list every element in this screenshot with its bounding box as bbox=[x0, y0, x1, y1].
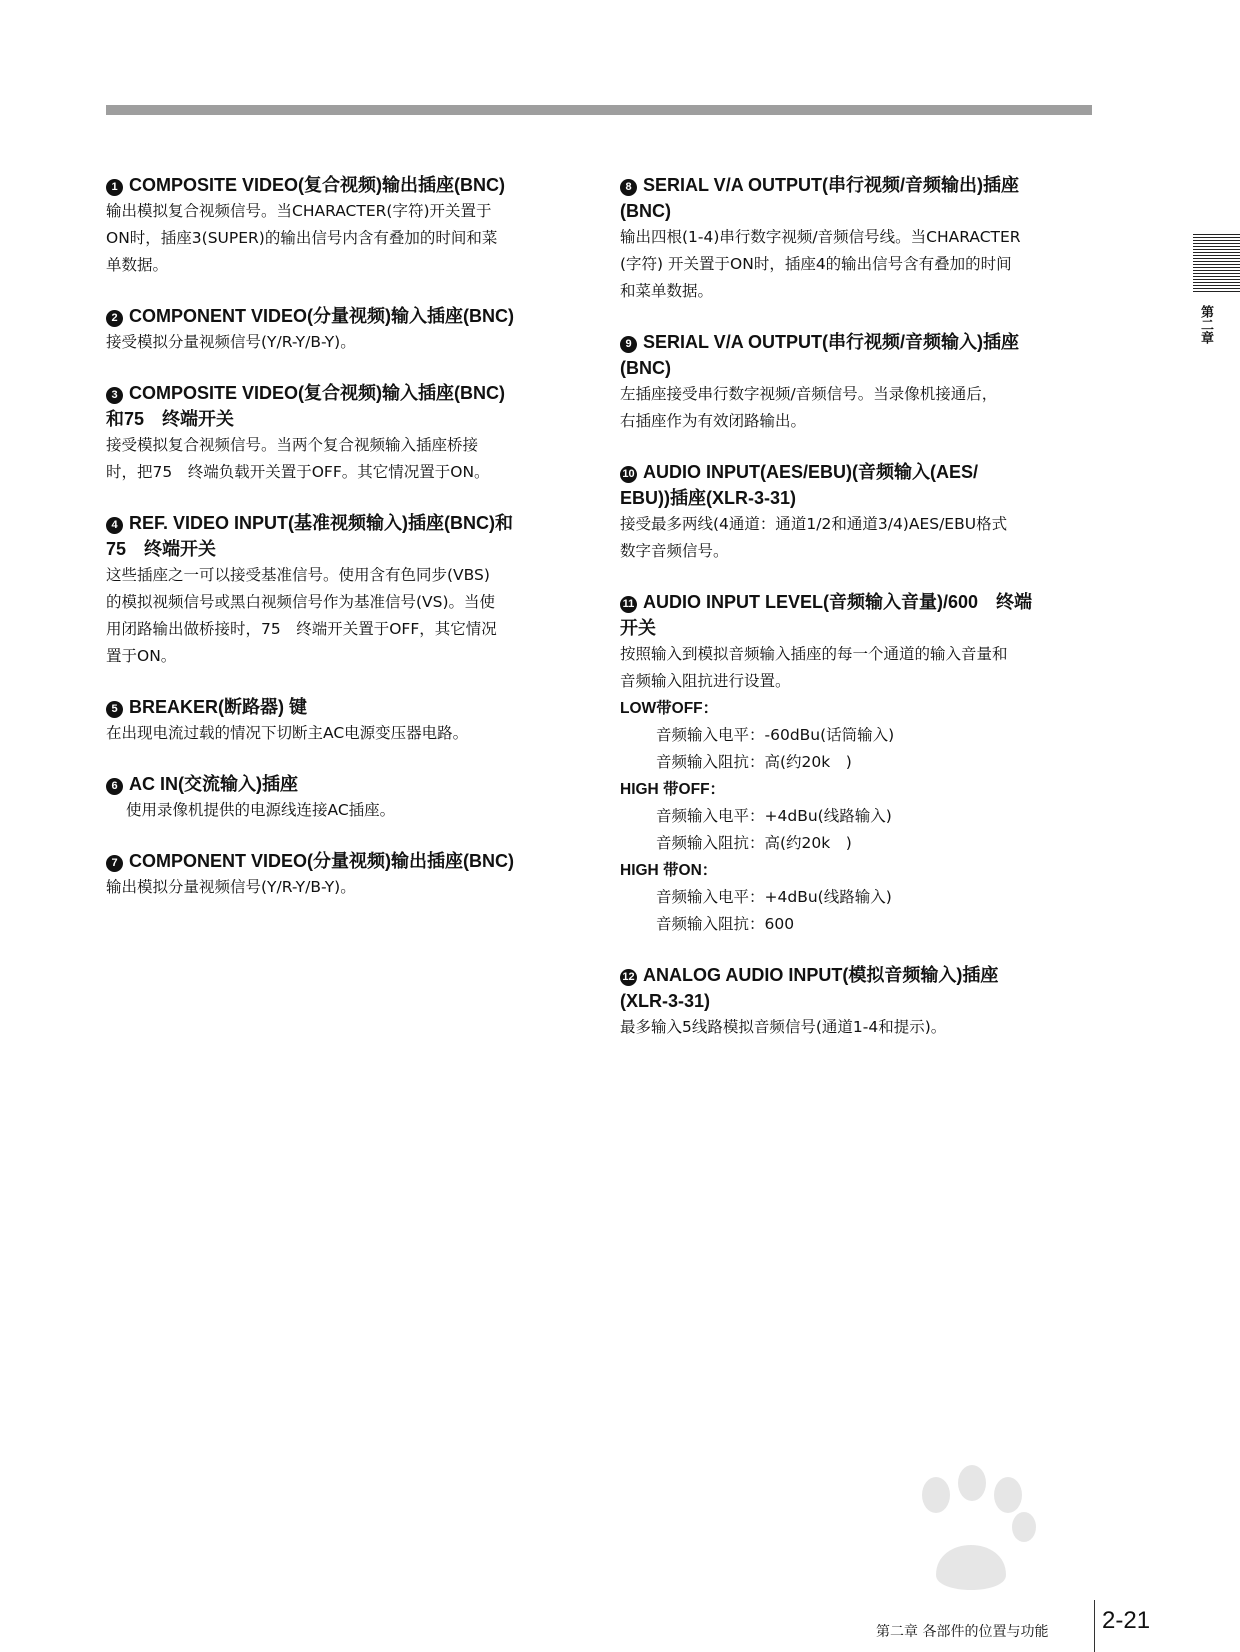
number-badge: 10 bbox=[620, 466, 637, 483]
entry-desc-line: 左插座接受串行数字视频/音频信号。当录像机接通后， bbox=[620, 385, 998, 403]
entry-desc-line: 这些插座之一可以接受基准信号。使用含有色同步(VBS) bbox=[106, 566, 490, 584]
entry-title: 12 ANALOG AUDIO INPUT(模拟音频输入)插座 bbox=[620, 962, 1095, 988]
entry-desc-line: 和菜单数据。 bbox=[620, 282, 714, 300]
entry-title: 8 SERIAL V/A OUTPUT(串行视频/音频输出)插座 bbox=[620, 172, 1095, 198]
entry-title: 2 COMPONENT VIDEO(分量视频)输入插座(BNC) bbox=[106, 303, 581, 329]
entry-desc-line: 数字音频信号。 bbox=[620, 542, 729, 560]
number-badge: 9 bbox=[620, 336, 637, 353]
entry-title-cont: (BNC) bbox=[620, 358, 671, 378]
entry-12 bbox=[620, 962, 1095, 1041]
entry-title-cont: (XLR-3-31) bbox=[620, 991, 711, 1011]
entry-desc-line: (字符) 开关置于ON时，插座4的输出信号含有叠加的时间 bbox=[620, 255, 1012, 273]
chapter-tab-label: 第二章 bbox=[1198, 305, 1213, 344]
entry-3 bbox=[106, 380, 581, 486]
number-badge: 2 bbox=[106, 310, 123, 327]
entry-desc-line: 用闭路输出做桥接时，75 终端开关置于OFF，其它情况 bbox=[106, 620, 497, 638]
entry-8 bbox=[620, 172, 1095, 305]
entry-title: 9 SERIAL V/A OUTPUT(串行视频/音频输入)插座 bbox=[620, 329, 1095, 355]
setting-line: 音频输入阻抗：高(约20k ) bbox=[656, 753, 852, 771]
entry-2 bbox=[106, 303, 581, 356]
setting-label: HIGH 带ON： bbox=[620, 862, 718, 879]
entry-title: 3 COMPOSITE VIDEO(复合视频)输入插座(BNC) bbox=[106, 380, 581, 406]
number-badge: 1 bbox=[106, 179, 123, 196]
entry-title: 11 AUDIO INPUT LEVEL(音频输入音量)/600 终端 bbox=[620, 589, 1095, 615]
entry-4 bbox=[106, 510, 581, 670]
chapter-tab-stripes bbox=[1193, 234, 1240, 292]
entry-desc-line: 单数据。 bbox=[106, 256, 169, 274]
entry-title: 4 REF. VIDEO INPUT(基准视频输入)插座(BNC)和 bbox=[106, 510, 581, 536]
entry-title-cont: 开关 bbox=[620, 618, 656, 638]
number-badge: 4 bbox=[106, 517, 123, 534]
entry-title: 5 BREAKER(断路器) 键 bbox=[106, 694, 581, 720]
entry-desc-line: 接受模拟分量视频信号(Y/R-Y/B-Y)。 bbox=[106, 333, 356, 351]
entry-desc-line: 接受最多两线(4通道：通道1/2和通道3/4)AES/EBU格式 bbox=[620, 515, 1008, 533]
number-badge: 11 bbox=[620, 596, 637, 613]
entry-title: 1 COMPOSITE VIDEO(复合视频)输出插座(BNC) bbox=[106, 172, 581, 198]
entry-5 bbox=[106, 694, 581, 747]
entry-title: 7 COMPONENT VIDEO(分量视频)输出插座(BNC) bbox=[106, 848, 581, 874]
entry-desc-line: 的模拟视频信号或黑白视频信号作为基准信号(VS)。当使 bbox=[106, 593, 496, 611]
entry-title-cont: 75 终端开关 bbox=[106, 539, 217, 559]
entry-desc-line: 最多输入5线路模拟音频信号(通道1-4和提示)。 bbox=[620, 1018, 947, 1036]
entry-desc-line: 输出四根(1-4)串行数字视频/音频信号线。当CHARACTER bbox=[620, 228, 1021, 246]
entry-desc-line: 置于ON。 bbox=[106, 647, 177, 665]
entry-9 bbox=[620, 329, 1095, 435]
entry-title: 6 AC IN(交流输入)插座 bbox=[106, 771, 581, 797]
entry-11 bbox=[620, 589, 1095, 938]
setting-line: 音频输入电平：-60dBu(话筒输入) bbox=[656, 726, 895, 744]
entry-title-cont: 和75 终端开关 bbox=[106, 409, 235, 429]
left-column bbox=[106, 172, 581, 925]
entry-desc-line: 按照输入到模拟音频输入插座的每一个通道的输入音量和 bbox=[620, 645, 1008, 663]
setting-line: 音频输入电平：+4dBu(线路输入) bbox=[656, 807, 892, 825]
right-column bbox=[620, 172, 1095, 1065]
number-badge: 7 bbox=[106, 855, 123, 872]
setting-line: 音频输入阻抗：600 bbox=[656, 915, 795, 933]
number-badge: 6 bbox=[106, 778, 123, 795]
number-badge: 3 bbox=[106, 387, 123, 404]
entry-desc-line: 在出现电流过载的情况下切断主AC电源变压器电路。 bbox=[106, 724, 469, 742]
entry-title-cont: EBU))插座(XLR-3-31) bbox=[620, 488, 797, 508]
entry-desc-line: 输出模拟分量视频信号(Y/R-Y/B-Y)。 bbox=[106, 878, 356, 896]
setting-label: HIGH 带OFF： bbox=[620, 781, 726, 798]
page-number: 2-21 bbox=[1102, 1607, 1151, 1634]
setting-line: 音频输入电平：+4dBu(线路输入) bbox=[656, 888, 892, 906]
number-badge: 12 bbox=[620, 969, 637, 986]
baidu-paw-icon bbox=[876, 1455, 1176, 1625]
number-badge: 5 bbox=[106, 701, 123, 718]
entry-desc-line: 接受模拟复合视频信号。当两个复合视频输入插座桥接 bbox=[106, 436, 479, 454]
header-rule bbox=[106, 105, 1092, 115]
footer-divider bbox=[1094, 1600, 1095, 1652]
entry-desc-line: 右插座作为有效闭路输出。 bbox=[620, 412, 807, 430]
entry-desc-line: 时，把75 终端负载开关置于OFF。其它情况置于ON。 bbox=[106, 463, 490, 481]
entry-7 bbox=[106, 848, 581, 901]
entry-title: 10 AUDIO INPUT(AES/EBU)(音频输入(AES/ bbox=[620, 459, 1095, 485]
entry-10 bbox=[620, 459, 1095, 565]
entry-desc-line: 音频输入阻抗进行设置。 bbox=[620, 672, 791, 690]
entry-1 bbox=[106, 172, 581, 279]
entry-6 bbox=[106, 771, 581, 824]
entry-desc-line: ON时，插座3(SUPER)的输出信号内含有叠加的时间和菜 bbox=[106, 229, 498, 247]
footer-chapter-title: 第二章 各部件的位置与功能 bbox=[876, 1624, 1049, 1640]
number-badge: 8 bbox=[620, 179, 637, 196]
entry-desc-line: 输出模拟复合视频信号。当CHARACTER(字符)开关置于 bbox=[106, 202, 492, 220]
setting-line: 音频输入阻抗：高(约20k ) bbox=[656, 834, 852, 852]
setting-label: LOW带OFF： bbox=[620, 700, 719, 717]
entry-desc-line: 使用录像机提供的电源线连接AC插座。 bbox=[126, 801, 396, 819]
entry-title-cont: (BNC) bbox=[620, 201, 671, 221]
